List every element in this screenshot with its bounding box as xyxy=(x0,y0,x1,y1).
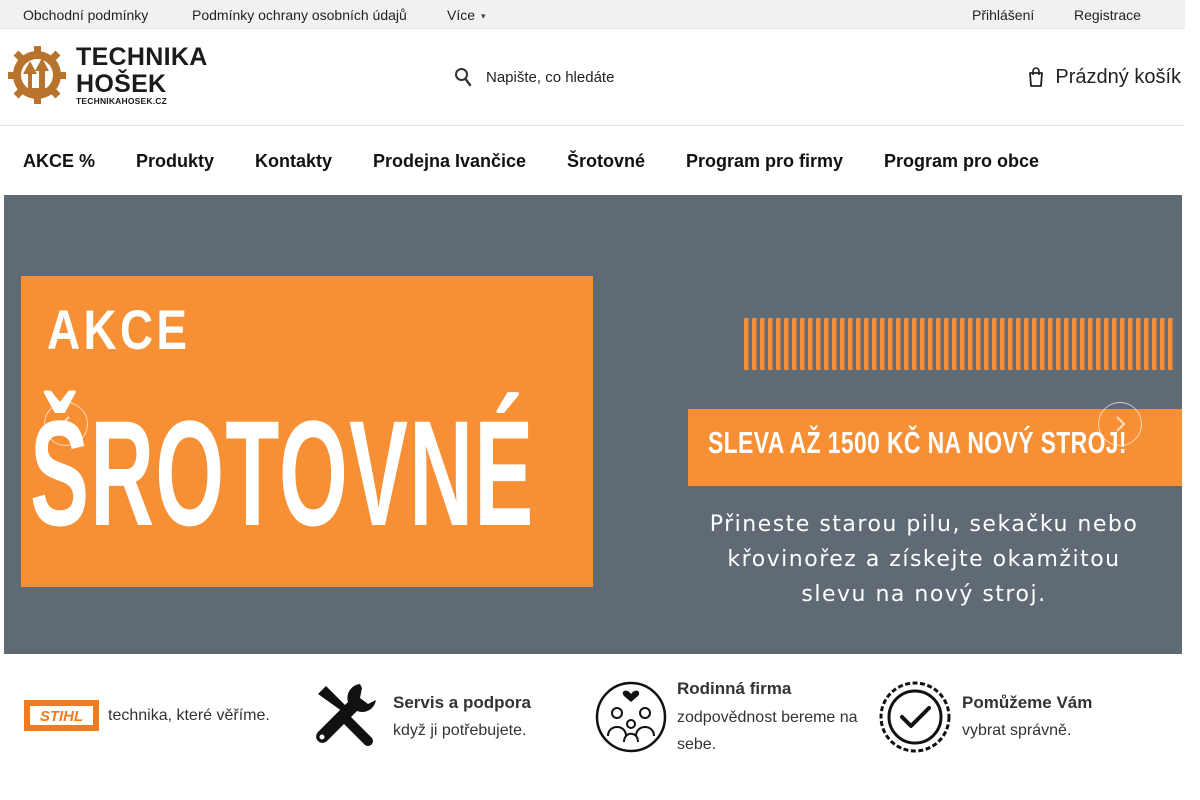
main-navigation xyxy=(0,127,1185,195)
feature-pomuzeme-text: vybrat správně. xyxy=(962,722,1072,739)
stripe xyxy=(912,318,917,370)
stripe xyxy=(784,318,789,370)
stripe xyxy=(992,318,997,370)
stripe xyxy=(936,318,941,370)
stripe xyxy=(824,318,829,370)
stripe xyxy=(1152,318,1157,370)
logo-title-line1: TECHNIKA xyxy=(76,43,208,71)
stripe xyxy=(944,318,949,370)
chevron-down-icon: ▾ xyxy=(481,11,486,21)
stripe xyxy=(1032,318,1037,370)
stripe xyxy=(1040,318,1045,370)
stripe xyxy=(880,318,885,370)
more-label: Více xyxy=(447,7,476,23)
check-badge-icon xyxy=(878,680,952,754)
feature-rodinna xyxy=(585,660,875,770)
stripe xyxy=(928,318,933,370)
nav-item-prodejna[interactable]: Prodejna Ivančice xyxy=(373,151,527,171)
stripe xyxy=(1128,318,1133,370)
stripe xyxy=(888,318,893,370)
stripe xyxy=(1008,318,1013,370)
stripe xyxy=(904,318,909,370)
logo-title-line2: HOŠEK xyxy=(76,70,167,98)
stripe xyxy=(952,318,957,370)
cart-button[interactable] xyxy=(1026,62,1181,92)
top-utility-bar xyxy=(0,0,1185,29)
feature-servis-text: když ji potřebujete. xyxy=(393,722,527,739)
stripe xyxy=(752,318,757,370)
slider-next-button[interactable] xyxy=(1098,402,1142,446)
feature-stihl-text: technika, které věříme. xyxy=(108,707,270,724)
stripe xyxy=(1104,318,1109,370)
stripe xyxy=(1056,318,1061,370)
banner-srotovne-text: ŠROTOVNÉ xyxy=(30,389,535,557)
stripe xyxy=(1024,318,1029,370)
slider-prev-button[interactable] xyxy=(44,402,88,446)
more-menu-toggle[interactable] xyxy=(447,7,486,23)
search-icon[interactable] xyxy=(454,67,472,87)
site-logo[interactable] xyxy=(6,44,206,106)
stripe xyxy=(848,318,853,370)
family-icon xyxy=(594,680,668,754)
stripe xyxy=(864,318,869,370)
nav-item-firmy[interactable]: Program pro firmy xyxy=(686,151,844,171)
chevron-right-icon xyxy=(1113,415,1127,433)
stripe xyxy=(1096,318,1101,370)
features-strip xyxy=(0,660,1185,800)
stripe xyxy=(1080,318,1085,370)
logo-emblem-icon xyxy=(6,44,72,106)
stripe xyxy=(760,318,765,370)
stripe xyxy=(808,318,813,370)
feature-pomuzeme xyxy=(875,660,1185,770)
stripe xyxy=(1072,318,1077,370)
banner-stripes-decoration xyxy=(744,318,1176,370)
chevron-left-icon xyxy=(59,415,73,433)
nav-item-obce[interactable]: Program pro obce xyxy=(884,151,1040,171)
stripe xyxy=(744,318,749,370)
stripe xyxy=(1160,318,1165,370)
feature-rodinna-title: Rodinná firma xyxy=(677,679,792,698)
stripe xyxy=(856,318,861,370)
banner-sleva-text: SLEVA AŽ 1500 KČ NA NOVÝ STROJ! xyxy=(708,425,1127,460)
stripe xyxy=(1064,318,1069,370)
feature-rodinna-text: zodpovědnost bereme na sebe. xyxy=(677,709,858,753)
stripe xyxy=(960,318,965,370)
cart-icon xyxy=(1026,66,1046,88)
cart-label: Prázdný košík xyxy=(1055,65,1181,88)
promo-banner[interactable] xyxy=(4,195,1182,654)
search-input[interactable] xyxy=(486,65,746,89)
feature-servis xyxy=(300,660,585,770)
banner-akce-text: AKCE xyxy=(47,298,191,361)
stripe xyxy=(832,318,837,370)
stripe xyxy=(1168,318,1173,370)
stripe xyxy=(896,318,901,370)
stripe xyxy=(816,318,821,370)
feature-servis-title: Servis a podpora xyxy=(393,693,531,712)
site-header xyxy=(0,29,1185,126)
banner-description: Přineste starou pilu, sekačku nebo křovinořez a získejte okamžitou slevu na nový stroj. xyxy=(709,512,1139,607)
stripe xyxy=(800,318,805,370)
stripe xyxy=(840,318,845,370)
stripe xyxy=(1000,318,1005,370)
stripe xyxy=(920,318,925,370)
feature-stihl xyxy=(0,660,300,770)
link-business-terms[interactable]: Obchodní podmínky xyxy=(23,7,149,23)
stripe xyxy=(968,318,973,370)
register-link[interactable]: Registrace xyxy=(1074,7,1141,23)
stripe xyxy=(976,318,981,370)
stripe xyxy=(1120,318,1125,370)
stripe xyxy=(768,318,773,370)
stripe xyxy=(872,318,877,370)
stripe xyxy=(1016,318,1021,370)
nav-item-akce[interactable]: AKCE % xyxy=(23,151,96,171)
stripe xyxy=(1112,318,1117,370)
feature-pomuzeme-title: Pomůžeme Vám xyxy=(962,693,1093,712)
login-link[interactable]: Přihlášení xyxy=(972,7,1035,23)
nav-item-srotovne[interactable]: Šrotovné xyxy=(567,151,646,171)
svg-text:STIHL: STIHL xyxy=(39,708,84,725)
link-privacy-terms[interactable]: Podmínky ochrany osobních údajů xyxy=(192,7,407,23)
stripe xyxy=(792,318,797,370)
nav-item-produkty[interactable]: Produkty xyxy=(136,151,215,171)
stripe xyxy=(984,318,989,370)
wrench-screwdriver-icon xyxy=(310,680,382,752)
stripe xyxy=(1088,318,1093,370)
nav-item-kontakty[interactable]: Kontakty xyxy=(255,151,333,171)
stripe xyxy=(1144,318,1149,370)
stripe xyxy=(776,318,781,370)
stripe xyxy=(1136,318,1141,370)
search-bar xyxy=(450,63,750,91)
logo-domain: TECHNIKAHOSEK.CZ xyxy=(76,96,168,106)
stihl-logo xyxy=(24,700,99,731)
stripe xyxy=(1048,318,1053,370)
